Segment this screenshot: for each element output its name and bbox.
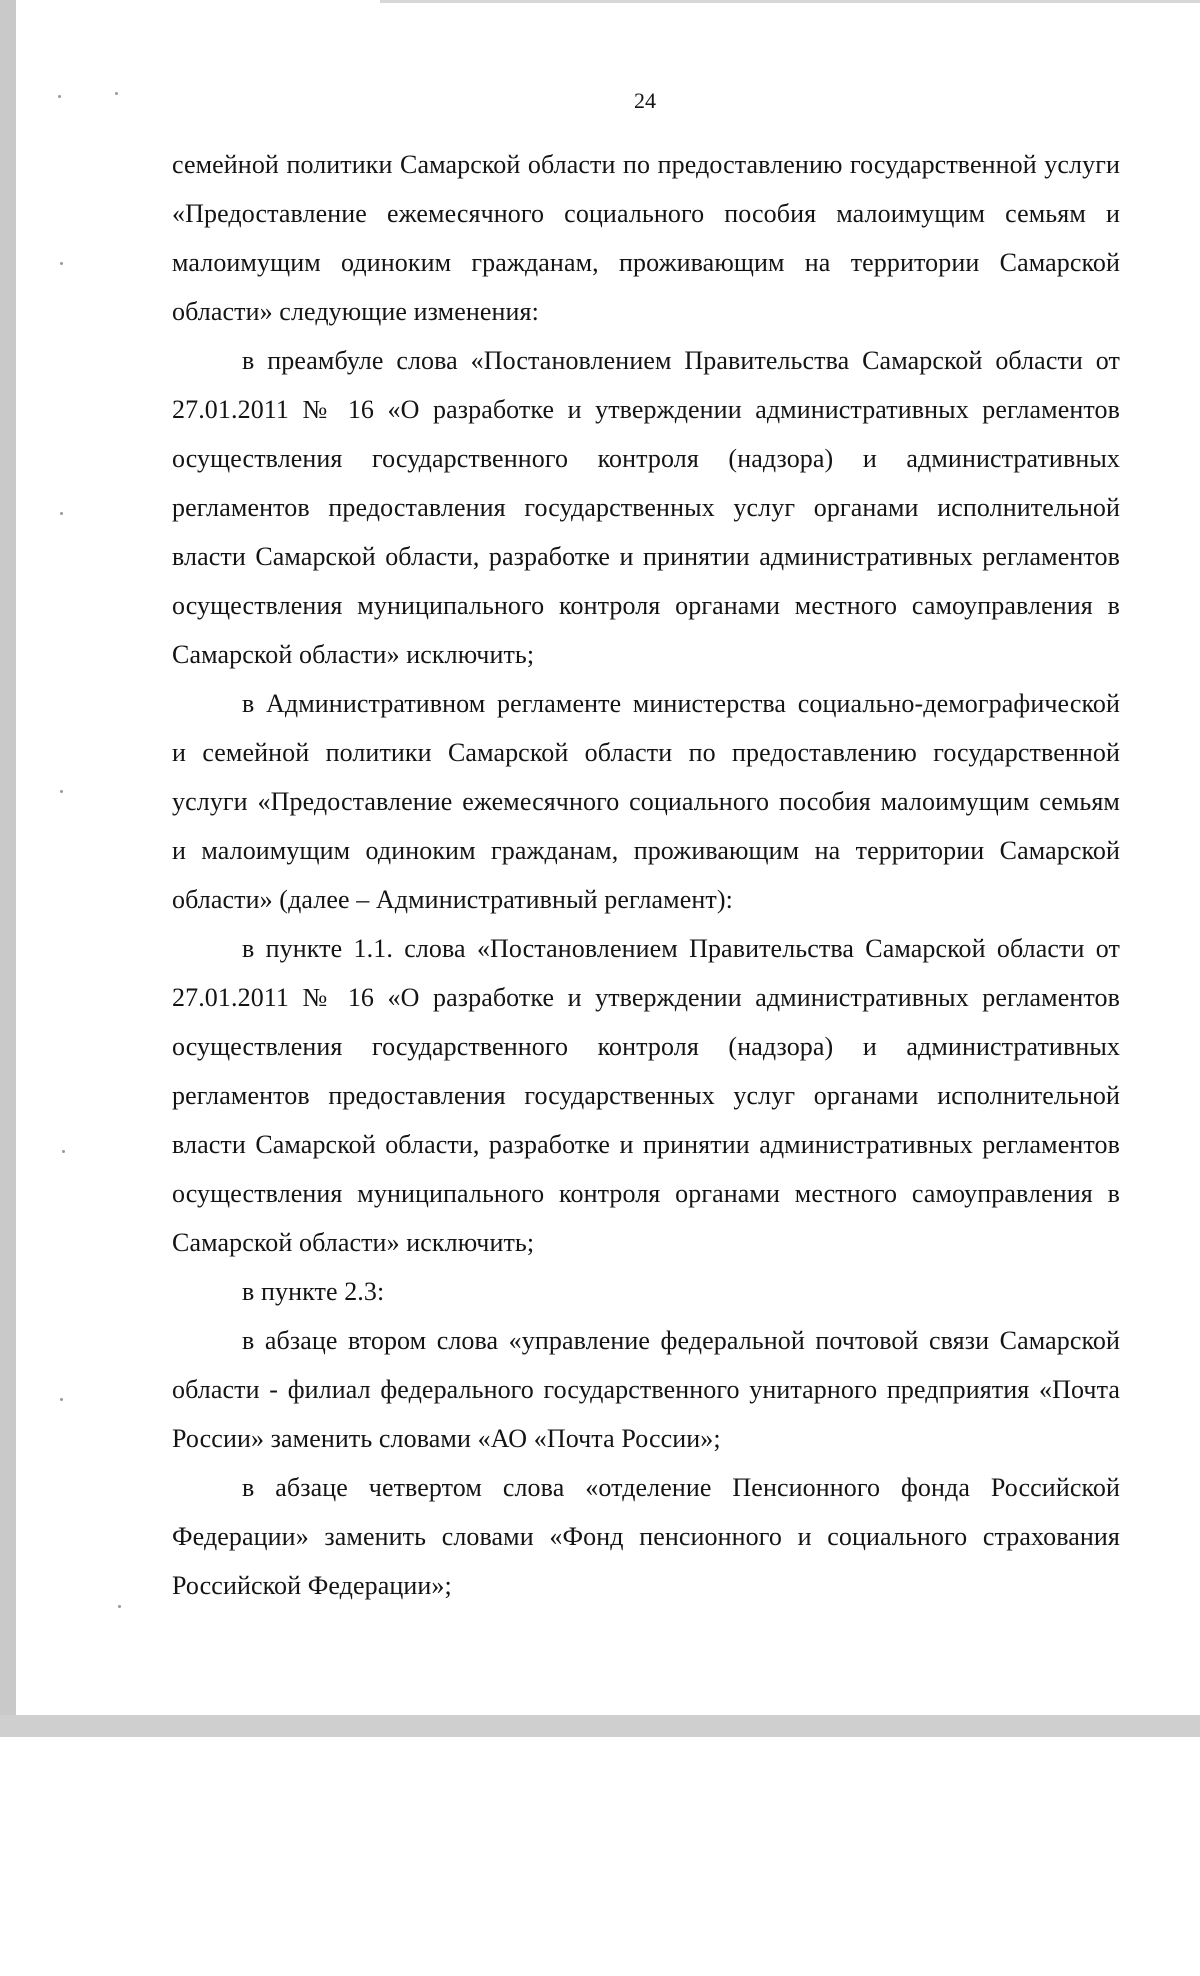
document-body: [172, 140, 1120, 1610]
paragraph: в абзаце втором слова «управление федеральной почтовой связи Самарской области - филиал федерального государственного унитарного предприятия «Почта России» заменить словами «АО «Почта России»;: [172, 1326, 1120, 1453]
scan-speck: [60, 262, 63, 265]
paragraph: в пункте 1.1. слова «Постановлением Правительства Самарской области от 27.01.2011 № 16 «О разработке и утверждении административных регламентов осуществления государственного контроля (надзора) и административных регламентов предоставления государственных услуг органами исполнительной власти Самарской области, разработке и принятии административных регламентов осуществления муниципального контроля органами местного самоуправления в Самарской области» исключить;: [172, 934, 1120, 1257]
scan-speck: [60, 1398, 63, 1401]
scan-speck: [60, 790, 63, 793]
paragraph: в Административном регламенте министерства социально-демографической и семейной политики Самарской области по предоставлению государственной услуги «Предоставление ежемесячного социального пособия малоимущим семьям и малоимущим одиноким гражданам, проживающим на территории Самарской области» (далее – Административный регламент):: [172, 689, 1120, 914]
scan-speck: [62, 1150, 65, 1153]
paragraph: в преамбуле слова «Постановлением Правительства Самарской области от 27.01.2011 № 16 «О разработке и утверждении административных регламентов осуществления государственного контроля (надзора) и административных регламентов предоставления государственных услуг органами исполнительной власти Самарской области, разработке и принятии административных регламентов осуществления муниципального контроля органами местного самоуправления в Самарской области» исключить;: [172, 346, 1120, 669]
scan-edge-bottom: [0, 1715, 1200, 1737]
scan-speck: [118, 1605, 121, 1608]
paragraph: в абзаце четвертом слова «отделение Пенсионного фонда Российской Федерации» заменить словами «Фонд пенсионного и социального страхования Российской Федерации»;: [172, 1473, 1120, 1600]
scan-edge-left: [0, 0, 16, 1735]
scan-edge-top: [380, 0, 1200, 3]
paragraph: семейной политики Самарской области по предоставлению государственной услуги «Предоставление ежемесячного социального пособия малоимущим семьям и малоимущим одиноким гражданам, проживающим на территории Самарской области» следующие изменения:: [172, 150, 1120, 326]
page-number: 24: [634, 88, 656, 113]
paragraph: в пункте 2.3:: [242, 1277, 385, 1306]
scan-speck: [60, 512, 63, 515]
